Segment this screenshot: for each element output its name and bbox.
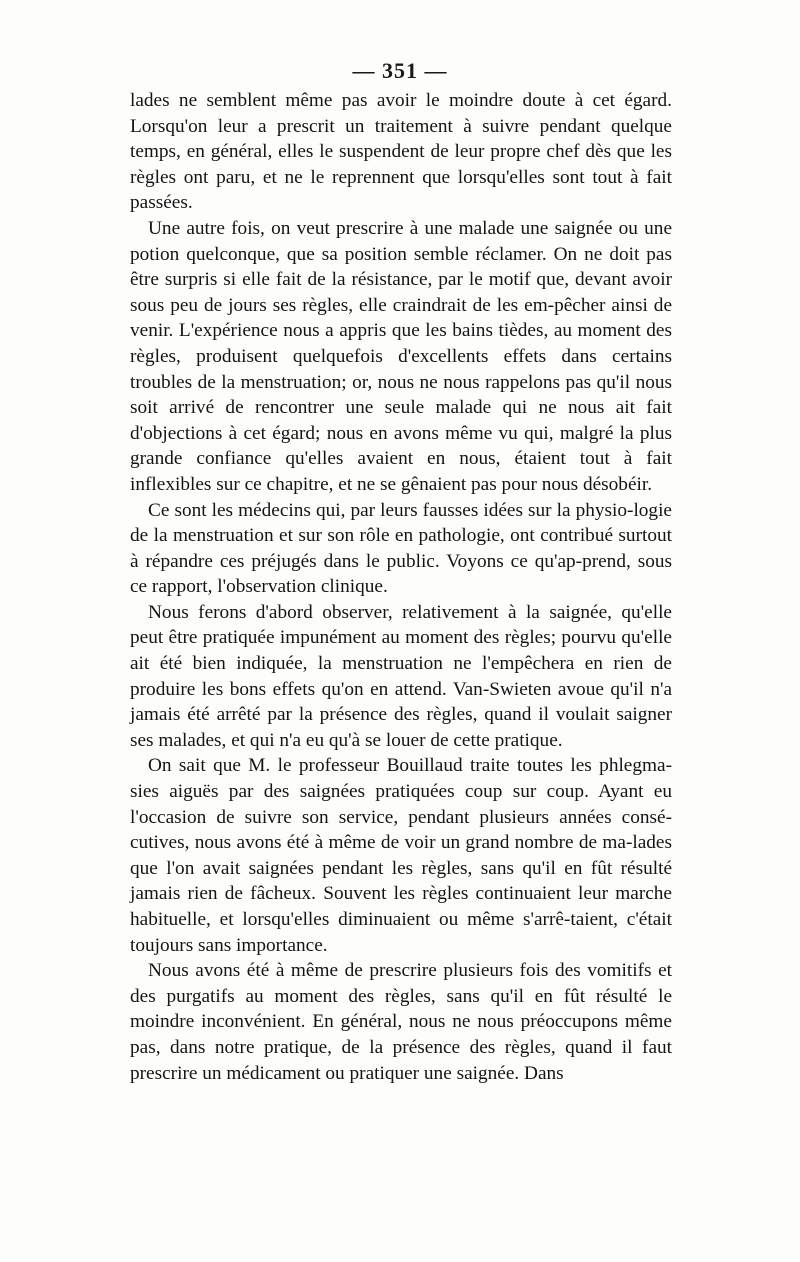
- paragraph-1: lades ne semblent même pas avoir le moindre doute à cet égard. Lorsqu'on leur a prescrit un traitement à suivre pendant quelque temps, en général, elles le suspendent de leur propre chef dès que les règles ont paru, et ne le reprennent que lorsqu'elles sont tout à fait passées.: [130, 90, 672, 214]
- paragraph-6: Nous avons été à même de prescrire plusieurs fois des vomitifs et des purgatifs au moment des règles, sans qu'il en fût résulté le moindre inconvénient. En général, nous ne nous préoccupons même pas, dans notre pratique, de la présence des règles, quand il faut prescrire un médicament ou pratiquer une saignée. Dans: [130, 960, 672, 1084]
- paragraph-4: Nous ferons d'abord observer, relativement à la saignée, qu'elle peut être pratiquée impunément au moment des règles; pourvu qu'elle ait été bien indiquée, la menstruation ne l'empêchera en rien de produire les bons effets qu'on en attend. Van-Swieten avoue qu'il n'a jamais été arrêté par la présence des règles, quand il voulait saigner ses malades, et qui n'a eu qu'à se louer de cette pratique.: [130, 601, 672, 751]
- paragraph-3: Ce sont les médecins qui, par leurs fausses idées sur la physio-logie de la menstruation et sur son rôle en pathologie, ont contribué surtout à répandre ces préjugés dans le public. Voyons ce qu'ap-prend, sous ce rapport, l'observation clinique.: [130, 499, 672, 598]
- paragraph-5: On sait que M. le professeur Bouillaud traite toutes les phlegma-sies aiguës par des saignées pratiquées coup sur coup. Ayant eu l'occasion de suivre son service, pendant plusieurs années consé-cutives, nous avons été à même de voir un grand nombre de ma-lades que l'on avait saignées pendant les règles, sans qu'il en fût résulté jamais rien de fâcheux. Souvent les règles continuaient leur marche habituelle, et lorsqu'elles diminuaient ou même s'arrê-taient, c'était toujours sans importance.: [130, 755, 672, 956]
- page-number: — 351 —: [352, 58, 448, 83]
- paragraph-2: Une autre fois, on veut prescrire à une malade une saignée ou une potion quelconque, que sa position semble réclamer. On ne doit pas être surpris si elle fait de la résistance, par le motif que, devant avoir sous peu de jours ses règles, elle craindrait de les em-pêcher ainsi de venir. L'expérience nous a appris que les bains tièdes, au moment des règles, produisent quelquefois d'excellents effets dans certains troubles de la menstruation; or, nous ne nous rappelons pas qu'il nous soit arrivé de rencontrer une seule malade qui ne nous ait fait d'objections à cet égard; nous en avons même vu qui, malgré la plus grande confiance qu'elles avaient en nous, étaient tout à fait inflexibles sur ce chapitre, et ne se gênaient pas pour nous désobéir.: [130, 217, 672, 495]
- body-text: [130, 88, 672, 1086]
